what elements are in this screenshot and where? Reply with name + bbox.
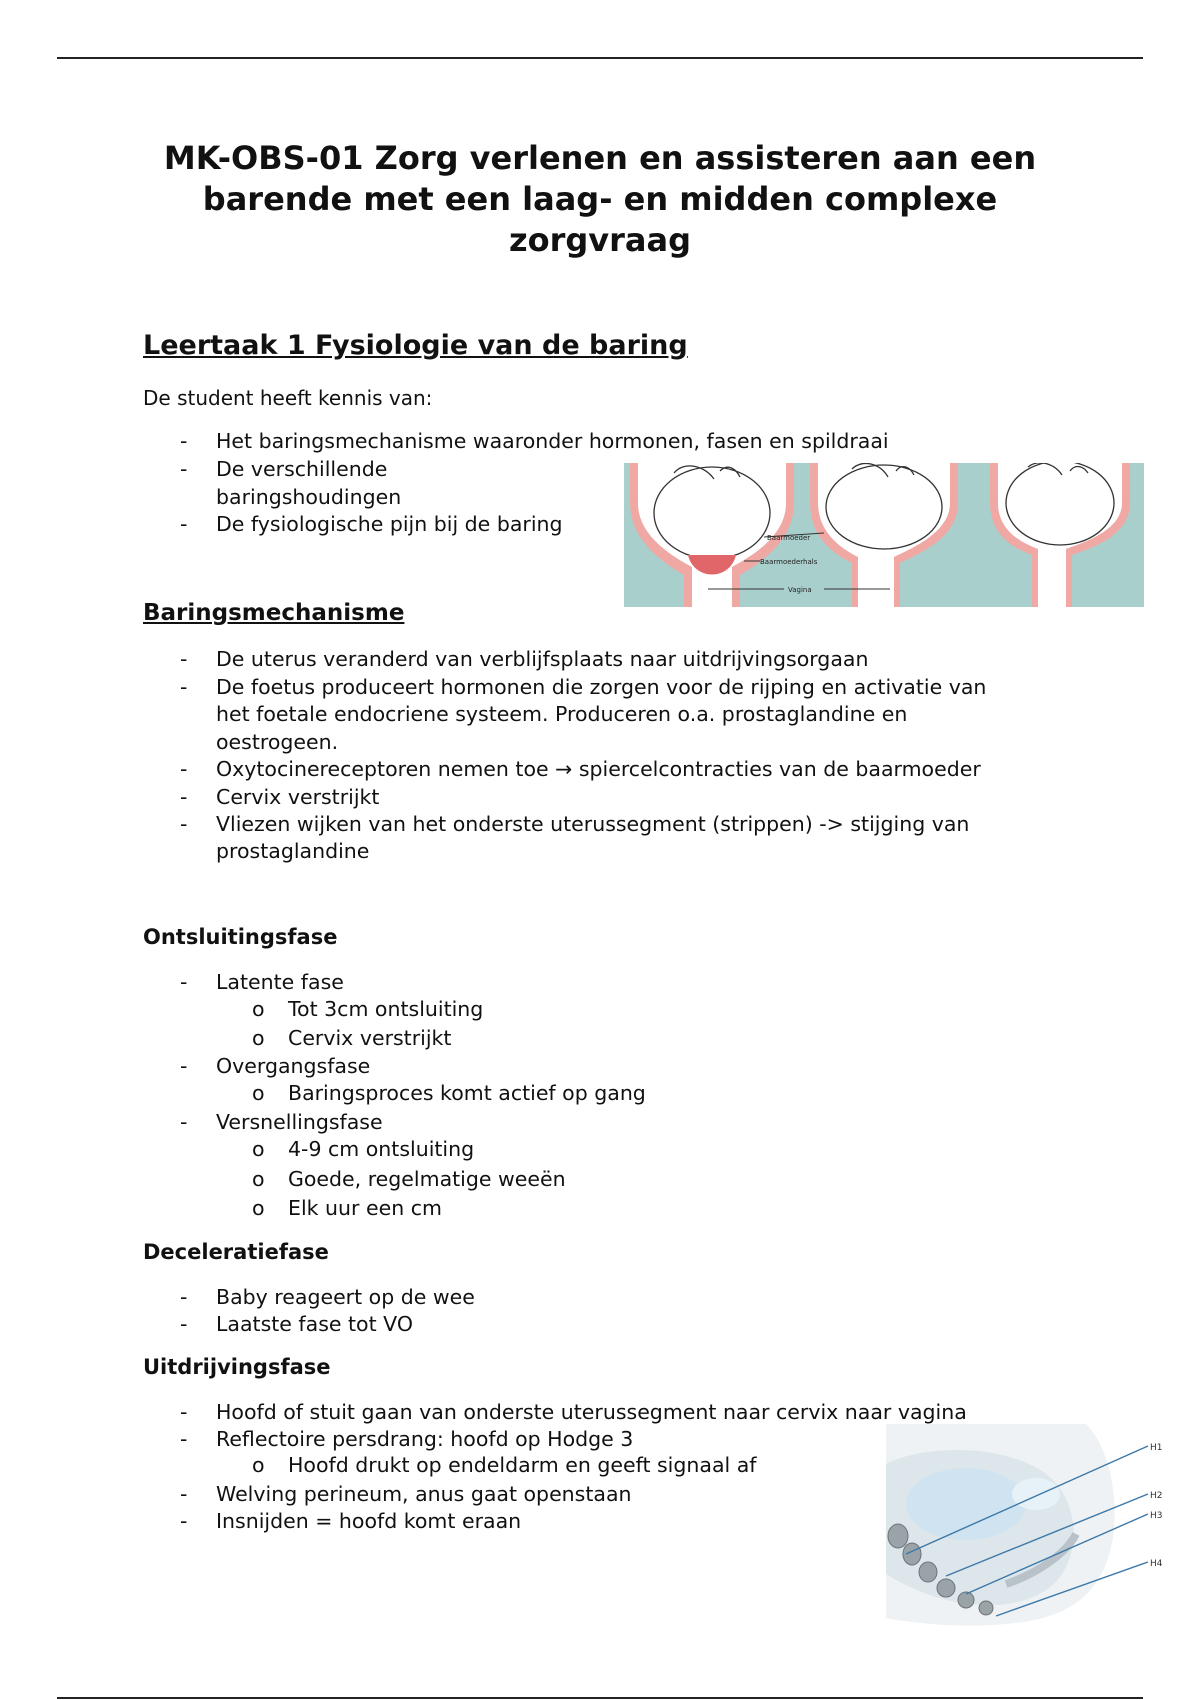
- list-item-continuation: het foetale endocriene systeem. Produceren o.a. prostaglandine en: [216, 702, 908, 726]
- list-item: [180, 428, 889, 455]
- bullet: -: [180, 812, 188, 836]
- sub-list-item: [252, 996, 484, 1023]
- list-item: [180, 456, 388, 483]
- bullet: -: [180, 1285, 188, 1309]
- list-item-text: Hoofd of stuit gaan van onderste uterussegment naar cervix naar vagina: [216, 1400, 967, 1424]
- sub-list-item: [252, 1452, 757, 1479]
- sub-list-item-text: Goede, regelmatige weeën: [288, 1167, 566, 1191]
- sub-bullet: o: [252, 1167, 265, 1191]
- title-line-2: barende met een laag- en midden complexe: [202, 180, 998, 218]
- sub-list-item: [252, 1136, 475, 1163]
- list-item: [180, 811, 970, 838]
- bullet: -: [180, 1054, 188, 1078]
- sub-list-item-text: Elk uur een cm: [288, 1196, 442, 1220]
- label-h4: H4: [1150, 1559, 1163, 1569]
- label-baarmoederhals: Baarmoederhals: [760, 558, 818, 566]
- list-item: [180, 1053, 371, 1080]
- list-item-text: Oxytocinereceptoren nemen toe → spiercelcontracties van de baarmoeder: [216, 757, 981, 781]
- sub-bullet: o: [252, 997, 265, 1021]
- bullet: -: [180, 1509, 188, 1533]
- list-item-text: De uterus veranderd van verblijfsplaats naar uitdrijvingsorgaan: [216, 647, 869, 671]
- sub-list-item: [252, 1025, 452, 1052]
- bullet: -: [180, 785, 188, 809]
- sub-list-item-text: Baringsproces komt actief op gang: [288, 1081, 646, 1105]
- list-item-continuation: oestrogeen.: [216, 730, 339, 754]
- list-item-text: De verschillende: [216, 457, 388, 481]
- bullet: -: [180, 1427, 188, 1451]
- list-item-text: Reflectoire persdrang: hoofd op Hodge 3: [216, 1427, 634, 1451]
- baringsmechanisme-heading: Baringsmechanisme: [143, 600, 405, 626]
- sub-list-item-text: Cervix verstrijkt: [288, 1026, 452, 1050]
- list-item: [180, 511, 563, 538]
- list-item-text: Overgangsfase: [216, 1054, 371, 1078]
- list-item: [180, 784, 380, 811]
- list-item-text: Latente fase: [216, 970, 344, 994]
- list-item-text: De fysiologische pijn bij de baring: [216, 512, 563, 536]
- sub-list-item: [252, 1080, 646, 1107]
- list-item: [180, 646, 869, 673]
- sub-bullet: o: [252, 1026, 265, 1050]
- sub-bullet: o: [252, 1453, 265, 1477]
- uitdrijvingsfase-heading: Uitdrijvingsfase: [143, 1355, 331, 1379]
- title-line-1: MK-OBS-01 Zorg verlenen en assisteren aan een: [163, 139, 1037, 177]
- list-item-text: Insnijden = hoofd komt eraan: [216, 1509, 522, 1533]
- bullet: -: [180, 647, 188, 671]
- list-item-text: Het baringsmechanisme waaronder hormonen, fasen en spildraai: [216, 429, 889, 453]
- bullet: -: [180, 1400, 188, 1424]
- bullet: -: [180, 457, 188, 481]
- sub-list-item-text: 4-9 cm ontsluiting: [288, 1137, 475, 1161]
- list-item: [180, 674, 987, 701]
- list-item-text: Versnellingsfase: [216, 1110, 383, 1134]
- sub-bullet: o: [252, 1137, 265, 1161]
- bullet: -: [180, 1312, 188, 1336]
- list-item-text: De foetus produceert hormonen die zorgen voor de rijping en activatie van: [216, 675, 987, 699]
- leertaak-heading: Leertaak 1 Fysiologie van de baring: [143, 330, 688, 361]
- title-line-3: zorgvraag: [508, 221, 692, 259]
- label-baarmoeder: Baarmoeder: [767, 534, 811, 542]
- hodge-planes-figure: [886, 1424, 1174, 1650]
- bullet: -: [180, 429, 188, 453]
- list-item-continuation: baringshoudingen: [216, 485, 402, 509]
- sub-list-item-text: Tot 3cm ontsluiting: [288, 997, 484, 1021]
- list-item: [180, 1109, 383, 1136]
- list-item: [180, 1311, 413, 1338]
- list-item-continuation: prostaglandine: [216, 839, 370, 863]
- list-item-text: Laatste fase tot VO: [216, 1312, 413, 1336]
- bullet: -: [180, 757, 188, 781]
- sub-list-item-text: Hoofd drukt op endeldarm en geeft signaal af: [288, 1453, 757, 1477]
- list-item: [180, 756, 981, 783]
- bottom-rule: [57, 1697, 1143, 1699]
- list-item-text: Baby reageert op de wee: [216, 1285, 475, 1309]
- label-h3: H3: [1150, 1511, 1163, 1521]
- bullet: -: [180, 1482, 188, 1506]
- list-item: [180, 1399, 967, 1426]
- list-item: [180, 1481, 632, 1508]
- top-rule: [57, 57, 1143, 59]
- label-vagina: Vagina: [788, 586, 812, 594]
- bullet: -: [180, 970, 188, 994]
- bullet: -: [180, 512, 188, 536]
- list-item-text: Vliezen wijken van het onderste uterussegment (strippen) -> stijging van: [216, 812, 970, 836]
- sub-list-item: [252, 1195, 442, 1222]
- list-item: [180, 1426, 634, 1453]
- deceleratiefase-heading: Deceleratiefase: [143, 1240, 329, 1264]
- label-h1: H1: [1150, 1443, 1163, 1453]
- bullet: -: [180, 1110, 188, 1134]
- sub-bullet: o: [252, 1196, 265, 1220]
- label-h2: H2: [1150, 1491, 1163, 1501]
- leertaak-intro: De student heeft kennis van:: [143, 386, 433, 410]
- ontsluitingsfase-heading: Ontsluitingsfase: [143, 925, 338, 949]
- list-item: [180, 1284, 475, 1311]
- list-item-text: Cervix verstrijkt: [216, 785, 380, 809]
- sub-bullet: o: [252, 1081, 265, 1105]
- sub-list-item: [252, 1166, 566, 1193]
- list-item: [180, 1508, 522, 1535]
- uterus-figure: [624, 463, 1144, 607]
- list-item: [180, 969, 344, 996]
- list-item-text: Welving perineum, anus gaat openstaan: [216, 1482, 632, 1506]
- bullet: -: [180, 675, 188, 699]
- page-title: [140, 138, 1060, 261]
